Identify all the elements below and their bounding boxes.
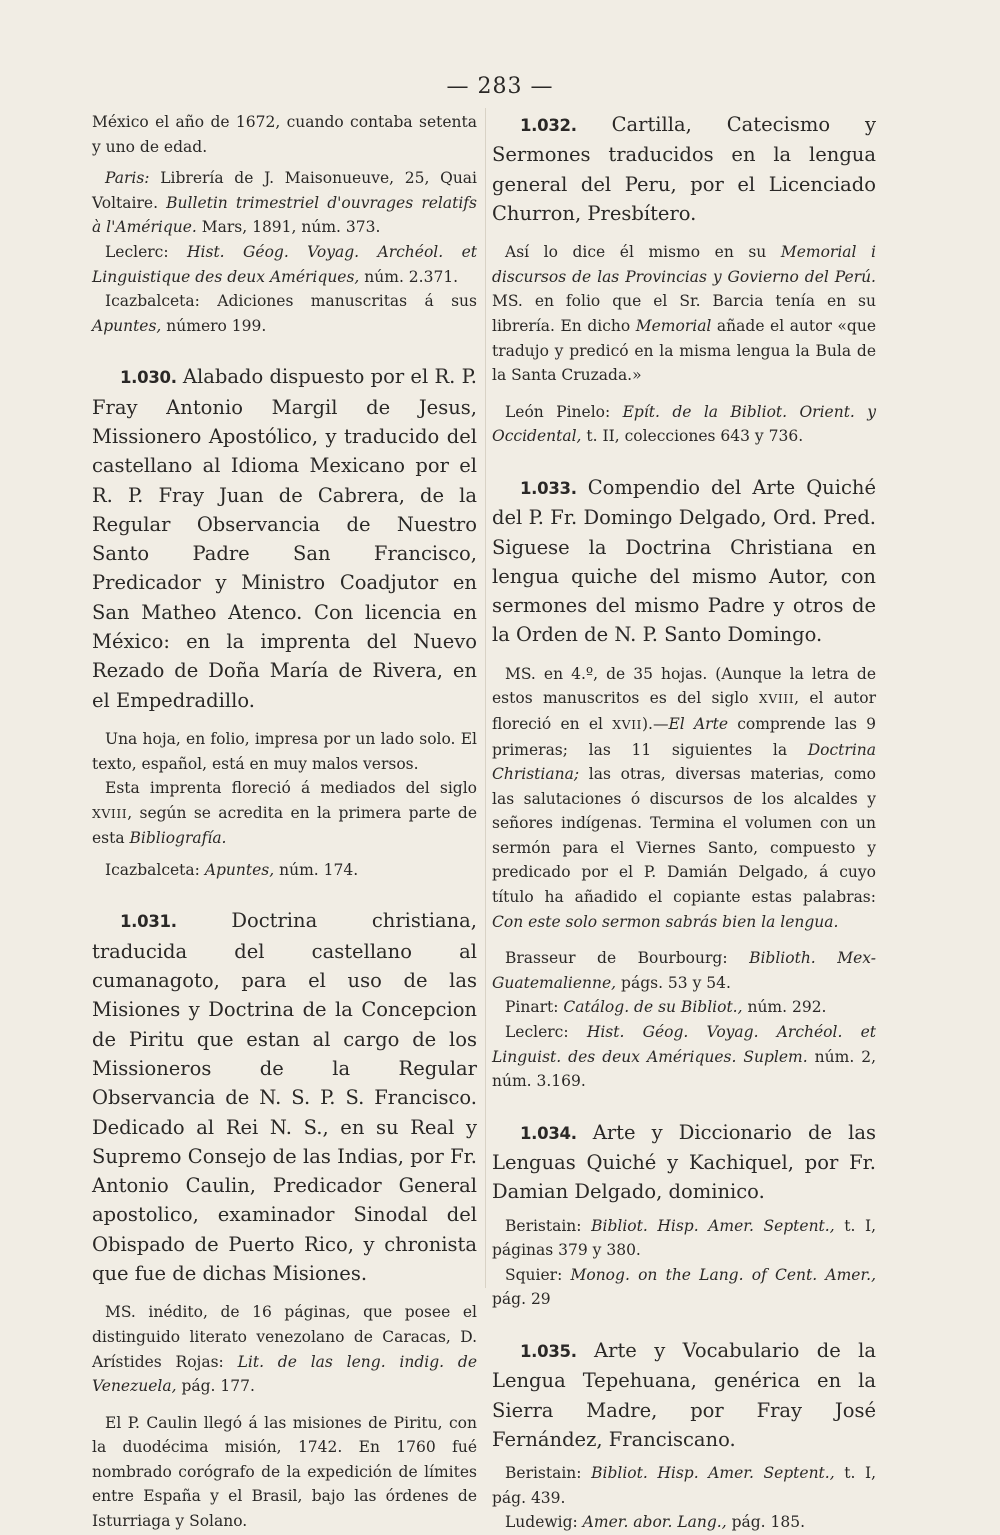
text-run: XVII: [612, 716, 642, 732]
text-run: , según se acredita en la primera parte de esta: [92, 803, 477, 848]
text-run: número 199.: [161, 316, 267, 335]
italic-citation: Apuntes,: [204, 860, 275, 879]
text-run: añade el autor «que tradujo y predicó en la misma lengua la Bula de la Santa Cruzada.»: [492, 316, 876, 385]
entry-1035: [492, 1336, 876, 1454]
reference-note: [492, 995, 876, 1020]
entry-1032: [492, 110, 876, 228]
italic-citation: Doctrina Christiana;: [492, 740, 876, 784]
text-run: núm. 2, núm. 3.169.: [492, 1047, 877, 1091]
text-run: pág. 29: [492, 1290, 551, 1309]
entry-note: [492, 662, 876, 935]
page-number: — 283 —: [446, 74, 554, 99]
entry-note: [492, 240, 876, 388]
entry-number: 1.031.: [120, 912, 177, 932]
italic-citation: Hist. Géog. Voyag. Archéol. et Linguistique des deux Amériques,: [92, 242, 477, 286]
text-run: MS. inédito, de 16 páginas, que posee el distinguido literato venezolano de Caracas, D. Arístides Rojas:: [92, 1303, 477, 1371]
italic-citation: Catálog. de su Bibliot.,: [563, 998, 743, 1017]
italic-citation: Lit. de las leng. indig. de Venezuela,: [92, 1352, 477, 1396]
entry-note: [92, 727, 477, 776]
text-run: t. II, colecciones 643 y 736.: [581, 427, 804, 446]
text-run: León Pinelo:: [505, 402, 623, 421]
entry-title: Arte y Vocabulario de la Lengua Tepehuana, genérica en la Sierra Madre, por Fray José Fernández, Franciscano.: [492, 1339, 876, 1451]
reference-note: [92, 240, 477, 289]
text-run: las otras, diversas materias, como las salutaciones ó discursos de los alcaldes y señores indígenas. Termina el volumen con un sermón para el Viernes Santo, compuesto y predicado por el P. Damián Delgado, á cuyo título ha añadido el copiante estas palabras:: [492, 765, 876, 907]
entry-title: Doctrina christiana, traducida del castellano al cumanagoto, para el uso de las Misiones y Doctrina de la Concepcion de Piritu que estan al cargo de los Missioneros de la Regular Observancia de N. S. P. S. Francisco. Dedicado al Rei N. S., en su Real y Supremo Consejo de las Indias, por Fr. Antonio Caulin, Predicador General apostolico, examinador Sinodal del Obispado de Puerto Rico, y chronista que fue de dichas Misiones.: [92, 909, 477, 1286]
text-run: t. I, páginas 379 y 380.: [492, 1216, 876, 1260]
italic-citation: Bibliot. Hisp. Amer. Septent.,: [591, 1216, 835, 1235]
entry-title: Compendio del Arte Quiché del P. Fr. Domingo Delgado, Ord. Pred. Siguese la Doctrina Christiana en lengua quiche del mismo Autor, con sermones del mismo Padre y otros de la Orden de N. P. Santo Domingo.: [492, 475, 876, 647]
text-run: Leclerc:: [105, 242, 188, 261]
text-run: Beristain:: [505, 1464, 592, 1483]
text-run: Una hoja, en folio, impresa por un lado solo. El texto, español, está en muy malos versos.: [92, 729, 477, 773]
text-run: MS. en folio que el Sr. Barcia tenía en su librería. En dicho: [492, 292, 876, 335]
entry-number: 1.034.: [520, 1123, 577, 1143]
italic-citation: Paris:: [105, 169, 150, 188]
text-run: ).—: [642, 714, 669, 733]
text-run: núm. 292.: [742, 998, 827, 1017]
text-run: Así lo dice él mismo en su: [505, 243, 781, 262]
reference-note: [92, 166, 477, 240]
italic-citation: Epít. de la Bibliot. Orient. y Occidental,: [492, 402, 877, 446]
text-run: Librería de J. Maisonueuve, 25, Quai Voltaire.: [92, 169, 477, 212]
italic-citation: Hist. Géog. Voyag. Archéol. et Linguist. des deux Amériques. Suplem.: [492, 1023, 876, 1066]
reference-note: [492, 1461, 876, 1510]
italic-citation: Memorial: [635, 316, 712, 335]
text-run: Mars, 1891, núm. 373.: [196, 218, 381, 237]
entry-title: Alabado dispuesto por el R. P. Fray Antonio Margil de Jesus, Missionero Apostólico, y traducido del castellano al Idioma Mexicano por el R. P. Fray Juan de Cabrera, de la Regular Observancia de Nuestro Santo Padre San Francisco, Predicador y Ministro Coadjutor en San Matheo Atenco. Con licencia en México: en la imprenta del Nuevo Rezado de Doña María de Rivera, en el Empedradillo.: [92, 365, 477, 712]
text-run: XVIII: [92, 805, 128, 821]
text-run: , el autor floreció en el: [492, 689, 876, 733]
italic-citation: El Arte: [668, 714, 728, 733]
italic-citation: Bibliot. Hisp. Amer. Septent.,: [591, 1464, 835, 1483]
italic-citation: Con este solo sermon sabrás bien la lengua.: [492, 912, 839, 931]
entry-note: [92, 776, 477, 851]
text-run: MS. en 4.º, de 35 hojas. (Aunque la letra de estos manuscritos es del siglo: [492, 664, 876, 708]
entry-title: Cartilla, Catecismo y Sermones traducidos en la lengua general del Peru, por el Licenciado Churron, Presbítero.: [492, 113, 876, 225]
italic-citation: Memorial i discursos de las Provincias y Govierno del Perú.: [492, 243, 876, 286]
entry-title: Arte y Diccionario de las Lenguas Quiché y Kachiquel, por Fr. Damian Delgado, dominico.: [492, 1120, 876, 1204]
italic-citation: Monog. on the Lang. of Cent. Amer.,: [570, 1265, 877, 1284]
italic-citation: Amer. abor. Lang.,: [582, 1513, 727, 1532]
text-run: Brasseur de Bourbourg:: [505, 949, 750, 968]
text-run: núm. 2.371.: [359, 267, 459, 286]
entry-1033: [492, 473, 876, 650]
text-run: XVIII: [758, 691, 795, 707]
italic-citation: Apuntes,: [92, 316, 162, 335]
left-column: [92, 110, 477, 1534]
text-run: págs. 53 y 54.: [616, 973, 731, 992]
entry-number: 1.035.: [520, 1342, 577, 1362]
text-run: t. I, pág. 439.: [492, 1464, 876, 1507]
text-run: pág. 185.: [726, 1513, 806, 1532]
column-divider: [485, 108, 486, 1288]
reference-note: [92, 858, 477, 883]
text-run: Icazbalceta:: [105, 860, 205, 879]
entry-1031: [92, 906, 477, 1288]
text-run: Squier:: [505, 1265, 571, 1284]
reference-note: [492, 400, 876, 449]
reference-note: [492, 1214, 876, 1263]
reference-note: [492, 1263, 876, 1312]
text-run: comprende las 9 primeras; las 11 siguientes la: [492, 714, 876, 759]
entry-number: 1.033.: [520, 478, 577, 498]
text-run: Esta imprenta floreció á mediados del siglo: [105, 779, 477, 798]
entry-note: [92, 1300, 477, 1398]
entry-number: 1.032.: [520, 116, 577, 135]
text-run: Icazbalceta: Adiciones manuscritas á sus: [105, 292, 477, 311]
text-run: pág. 177.: [176, 1377, 255, 1396]
text-run: Ludewig:: [505, 1513, 583, 1532]
entry-number: 1.030.: [120, 368, 177, 388]
text-run: El P. Caulin llegó á las misiones de Piritu, con la duodécima misión, 1742. En 1760 fué nombrado corógrafo de la expedición de límites entre España y el Brasil, bajo las órdenes de Isturriaga y Solano.: [92, 1413, 477, 1531]
reference-note: [492, 946, 876, 995]
italic-citation: Bibliografía.: [129, 829, 227, 848]
italic-citation: Biblioth. Mex-Guatemalienne,: [492, 949, 876, 992]
entry-1034: [492, 1118, 876, 1207]
text-run: Leclerc:: [505, 1023, 587, 1042]
text-run: Pinart:: [505, 998, 564, 1017]
entry-note: [92, 1411, 477, 1534]
continuation-paragraph: México el año de 1672, cuando contaba setenta y uno de edad.: [92, 113, 477, 156]
right-column: [492, 110, 876, 1535]
reference-note: [92, 289, 477, 338]
text-run: Beristain:: [505, 1216, 592, 1235]
italic-citation: Bulletin trimestriel d'ouvrages relatifs à l'Amérique.: [92, 193, 477, 237]
reference-note: [492, 1020, 876, 1094]
entry-1030: [92, 362, 477, 715]
reference-note: [492, 1510, 876, 1535]
text-run: núm. 174.: [274, 860, 359, 879]
